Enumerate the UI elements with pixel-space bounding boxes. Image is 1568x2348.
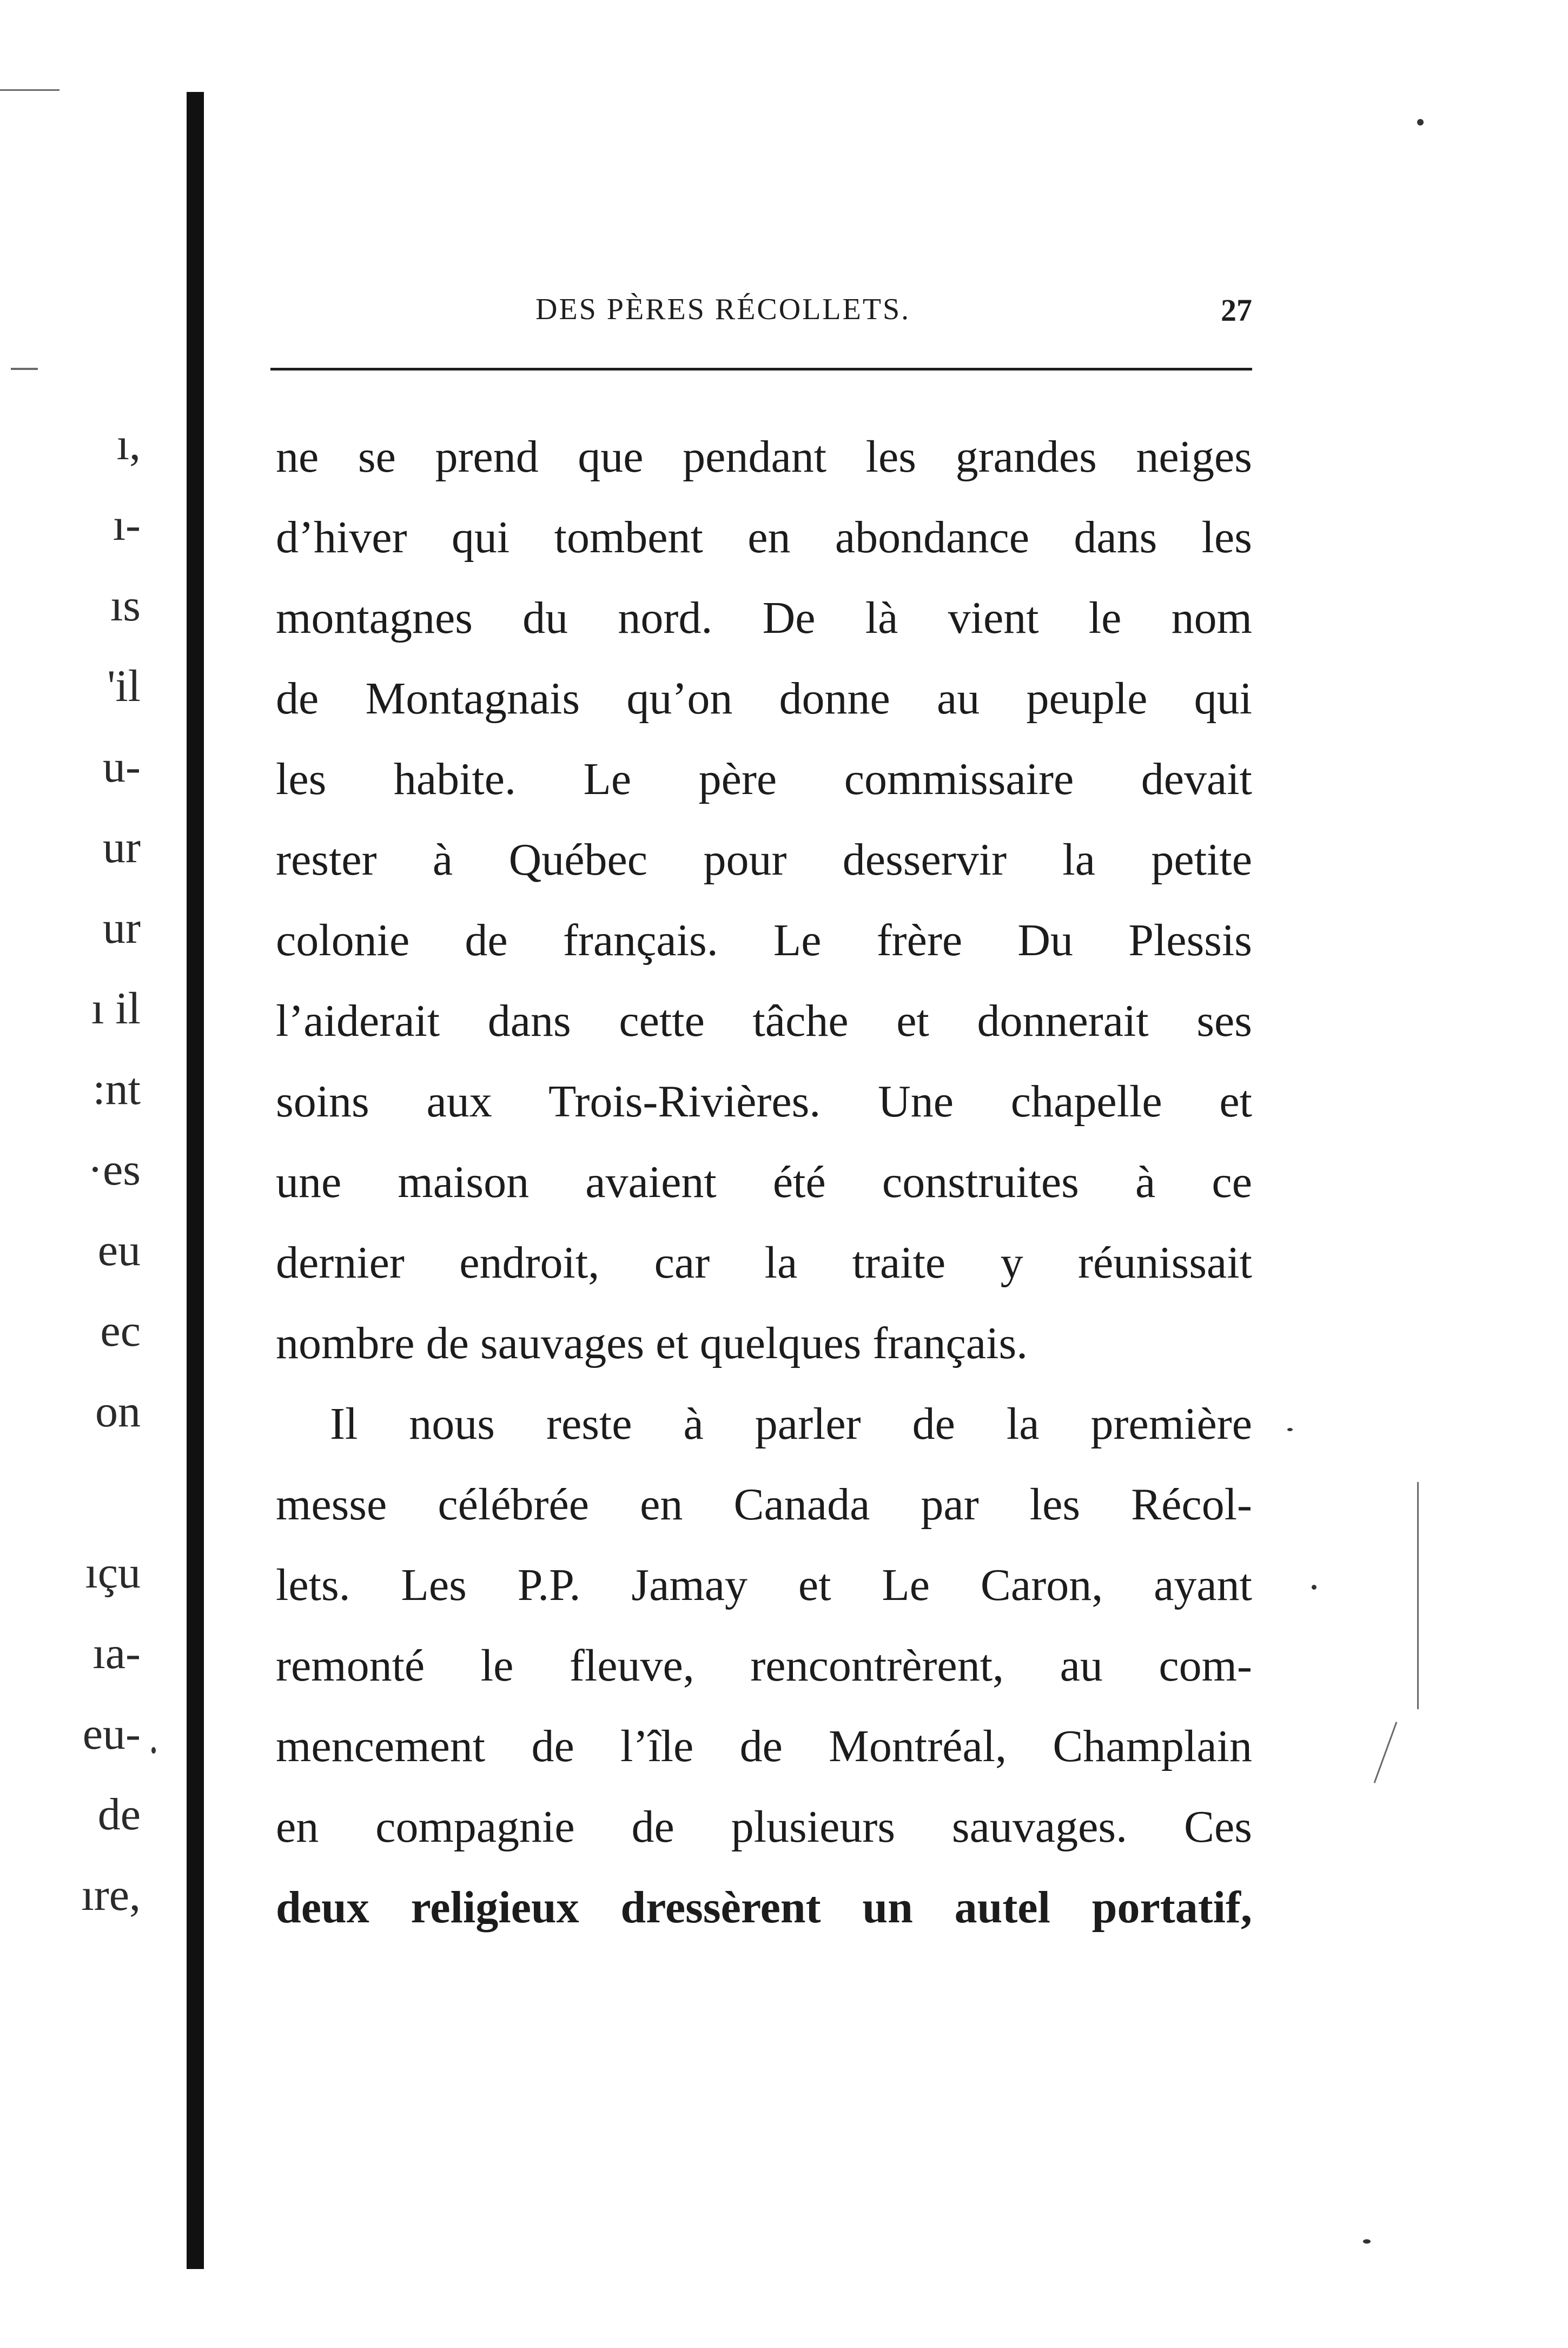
text-line: une maison avaient été construites à ce xyxy=(276,1157,1252,1207)
text-line: ne se prend que pendant les grandes neiges xyxy=(276,432,1252,482)
scan-streak xyxy=(11,368,38,370)
paragraph-1 xyxy=(276,416,1252,1384)
text-line: l’aiderait dans cette tâche et donnerait ses xyxy=(276,996,1252,1046)
running-title: DES PÈRES RÉCOLLETS. xyxy=(535,293,911,326)
fragment-line: ı il xyxy=(91,983,141,1034)
text-line: messe célébrée en Canada par les Récol- xyxy=(276,1479,1252,1530)
scan-speck xyxy=(1287,1428,1293,1431)
text-line: colonie de français. Le frère Du Plessis xyxy=(276,915,1252,965)
fragment-line: ec xyxy=(100,1306,141,1356)
paragraph-2 xyxy=(276,1384,1252,1948)
fragment-line: de xyxy=(97,1789,141,1840)
facing-page-fragments xyxy=(0,0,162,2348)
text-line: deux religieux dressèrent un autel portatif, xyxy=(276,1882,1252,1933)
header-rule xyxy=(270,368,1252,371)
body-text xyxy=(276,416,1252,1948)
fragment-line: on xyxy=(95,1386,141,1437)
scan-speck xyxy=(1417,119,1424,125)
text-line: dernier endroit, car la traite y réunissait xyxy=(276,1238,1252,1288)
fragment-line: ıs xyxy=(110,580,141,631)
fragment-line: ı- xyxy=(113,500,141,550)
text-line: lets. Les P.P. Jamay et Le Caron, ayant xyxy=(276,1560,1252,1610)
page-number: 27 xyxy=(1221,293,1252,328)
scan-speck xyxy=(151,1747,156,1754)
fragment-line: eu- xyxy=(82,1709,141,1759)
scan-streak xyxy=(1374,1722,1398,1783)
text-line: en compagnie de plusieurs sauvages. Ces xyxy=(276,1802,1252,1852)
text-line: remonté le fleuve, rencontrèrent, au com- xyxy=(276,1641,1252,1691)
fragment-line: 'il xyxy=(107,661,141,711)
fragment-line: ·es xyxy=(88,1145,141,1195)
fragment-line: ur xyxy=(103,822,141,872)
fragment-line: ur xyxy=(103,903,141,953)
fragment-line: :nt xyxy=(92,1064,141,1114)
fragment-line: ıçu xyxy=(85,1547,141,1598)
text-line: d’hiver qui tombent en abondance dans les xyxy=(276,512,1252,563)
text-line: nombre de sauvages et quelques français. xyxy=(276,1318,1028,1368)
scan-streak xyxy=(0,89,59,91)
fragment-line: ıre, xyxy=(81,1870,141,1920)
text-line: de Montagnais qu’on donne au peuple qui xyxy=(276,673,1252,724)
text-line: les habite. Le père commissaire devait xyxy=(276,754,1252,804)
text-line: rester à Québec pour desservir la petite xyxy=(276,835,1252,885)
fragment-line: ıa- xyxy=(92,1628,141,1678)
text-line: montagnes du nord. De là vient le nom xyxy=(276,593,1252,643)
fragment-line: u- xyxy=(103,742,141,792)
fragment-line: eu xyxy=(97,1225,141,1275)
text-line: mencement de l’île de Montréal, Champlain xyxy=(276,1721,1252,1771)
text-line: Il nous reste à parler de la première xyxy=(330,1399,1252,1449)
scan-streak xyxy=(1417,1482,1419,1709)
fragment-line: ı, xyxy=(116,419,141,469)
text-line: soins aux Trois-Rivières. Une chapelle et xyxy=(276,1076,1252,1127)
binding-gutter xyxy=(187,92,204,2269)
scan-speck xyxy=(1312,1585,1316,1590)
scan-speck xyxy=(1363,2239,1371,2244)
running-header xyxy=(270,292,1252,335)
